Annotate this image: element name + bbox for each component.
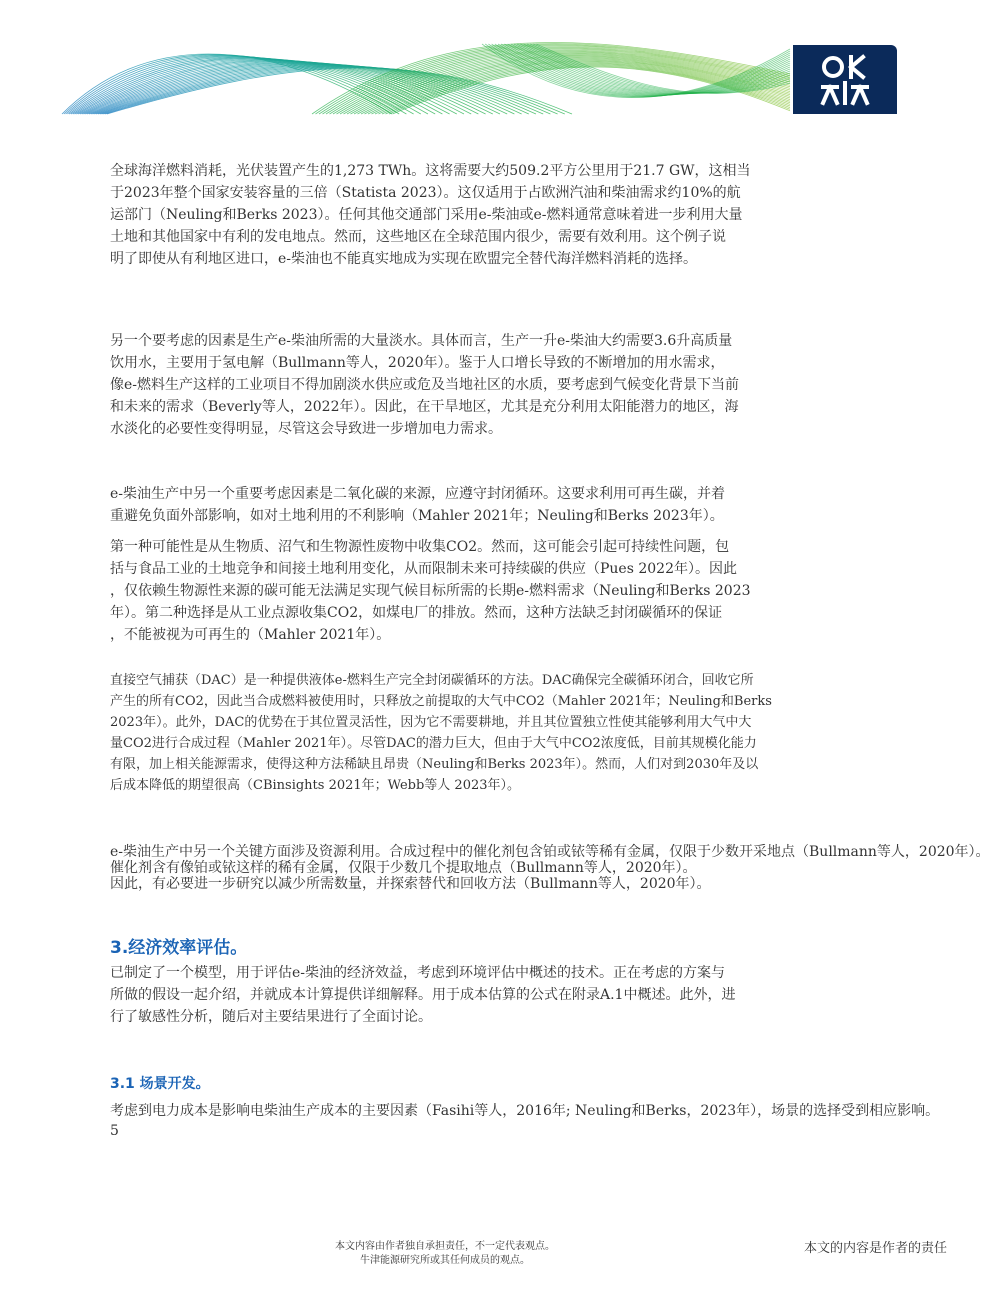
wave-line	[94, 64, 521, 114]
footer-line-1: 本文内容由作者独自承担责任，不一定代表观点。	[335, 1241, 555, 1252]
paragraph-biogenic-co2: 第一种可能性是从生物质、沼气和生物源性废物中收集CO2。然而，这可能会引起可持续性问题，包 括与食品工业的土地竞争和间接土地利用变化，从而限制未来可持续碳的供应（Pues 2022年）。因此 ，仅依赖生物源性来源的碳可能无法满足实现气候目标所需的长期e-燃料需求（Neuling和Berks 2023 年）。第二种选择是从工业点源收集CO2，如煤电厂的排放。然而，这种方法缺乏封闭碳循环的保证 ，不能被视为可再生的（Mahler 2021年）。	[110, 539, 751, 643]
paragraph-freshwater: 另一个要考虑的因素是生产e-柴油所需的大量淡水。具体而言，生产一升e-柴油大约需要3.6升高质量 饮用水，主要用于氢电解（Bullmann等人，2020年）。鉴于人口增长导致的不断增加的用水需求， 像e-燃料生产这样的工业项目不得加剧淡水供应或危及当地社区的水质，要考虑到气候变化背景下当前 和未来的需求（Beverly等人，2022年）。因此，在干旱地区，尤其是充分利用太阳能潜力的地区，海 水淡化的必要性变得明显，尽管这会导致进一步增加电力需求。	[110, 333, 740, 437]
oies-logo-icon	[793, 45, 897, 114]
paragraph-dac: 直接空气捕获（DAC）是一种提供液体e-燃料生产完全封闭碳循环的方法。DAC确保完全碳循环闭合，回收它所 产生的所有CO2，因此当合成燃料被使用时，只释放之前提取的大气中CO2（Mahler 2021年；Neuling和Berks 2023年）。此外，DAC的优势在于其位置灵活性，因为它不需要耕地，并且其位置独立性使其能够利用大气中大 量CO2进行合成过程（Mahler 2021年）。尽管DAC的潜力巨大，但由于大气中CO2浓度低，目前其规模化能力 有限，加上相关能源需求，使得这种方法稀缺且昂贵（Neuling和Berks 2023年）。然而，人们对到2030年及以 后成本降低的期望很高（CBinsights 2021年；Webb等人 2023年）。	[110, 673, 772, 793]
section-heading-economic-efficiency: 3.经济效率评估。	[110, 938, 248, 958]
footer-disclaimer	[240, 1240, 650, 1268]
paragraph-resources: e-柴油生产中另一个关键方面涉及资源利用。合成过程中的催化剂包含铂或铱等稀有金属，仅限于少数开采地点（Bullmann等人，2020年）。 催化剂含有像铂或铱这样的稀有金属，仅限于少数几个提取地点（Bullmann等人，2020年）。 因此，有必要进一步研究以减少所需数量，并探索替代和回收方法（Bullmann等人，2020年）。	[110, 844, 990, 892]
paragraph-scenarios: 考虑到电力成本是影响电柴油生产成本的主要因素（Fasihi等人，2016年; Neuling和Berks，2023年），场景的选择受到相应影响。 5	[110, 1103, 940, 1139]
green-wave-lines-graphic	[62, 44, 790, 114]
footer-right-disclaimer: 本文的内容是作者的责任	[804, 1241, 948, 1256]
section-heading-scenario-development: 3.1 场景开发。	[110, 1076, 210, 1092]
header-banner	[62, 44, 790, 114]
footer-line-2: 牛津能源研究所或其任何成员的观点。	[360, 1255, 530, 1266]
paragraph-model-intro: 已制定了一个模型，用于评估e-柴油的经济效益，考虑到环境评估中概述的技术。正在考虑的方案与 所做的假设一起介绍，并就成本计算提供详细解释。用于成本估算的公式在附录A.1中概述。此外，进 行了敏感性分析，随后对主要结果进行了全面讨论。	[110, 965, 736, 1025]
paragraph-co2-source: e-柴油生产中另一个重要考虑因素是二氧化碳的来源，应遵守封闭循环。这要求利用可再生碳，并着 重避免负面外部影响，如对土地利用的不利影响（Mahler 2021年；Neuling和Berks 2023年）。	[110, 486, 726, 524]
paragraph-land-use: 全球海洋燃料消耗，光伏装置产生的1,273 TWh。这将需要大约509.2平方公里用于21.7 GW，这相当 于2023年整个国家安装容量的三倍（Statista 2023）。这仅适用于占欧洲汽油和柴油需求约10%的航 运部门（Neuling和Berks 2023）。任何其他交通部门采用e-柴油或e-燃料通常意味着进一步利用大量 土地和其他国家中有利的发电地点。然而，这些地区在全球范围内很少，需要有效利用。这个例子说 明了即使从有利地区进口，e-柴油也不能真实地成为实现在欧盟完全替代海洋燃料消耗的选择。	[110, 163, 751, 267]
